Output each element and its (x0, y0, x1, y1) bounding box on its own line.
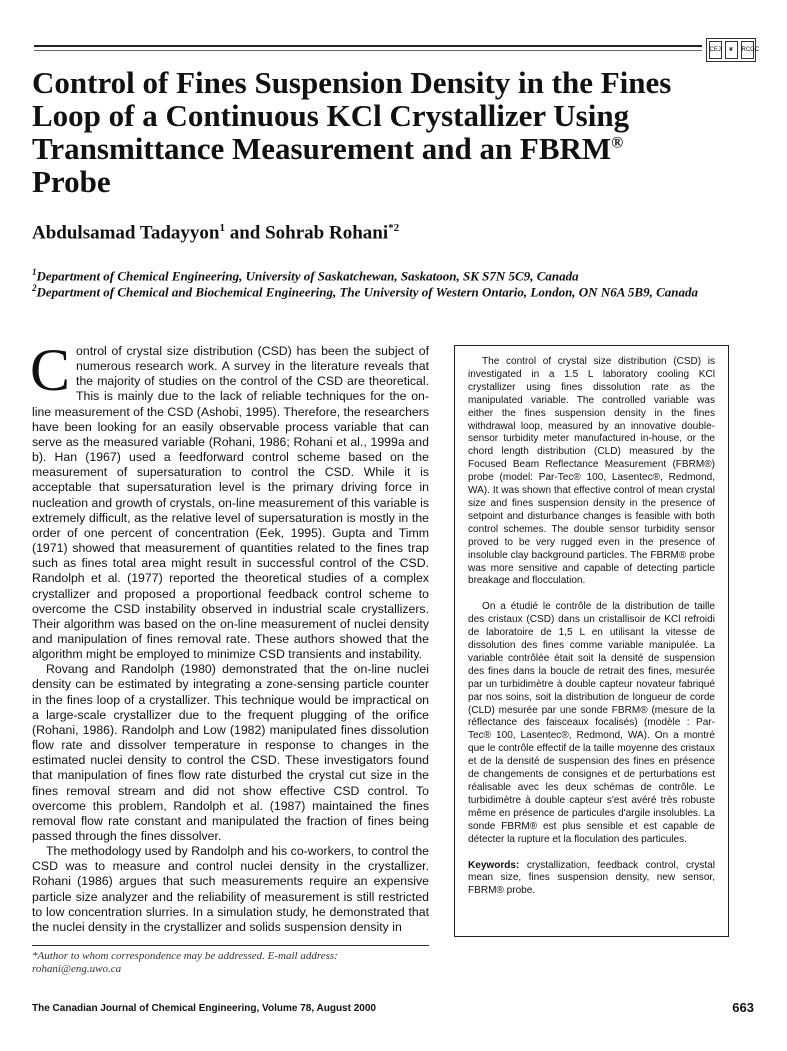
correspondence-footnote: *Author to whom correspondence may be addressed. E-mail address: rohani@eng.uwo.ca (32, 950, 338, 975)
abstract-french: On a étudié le contrôle de la distribution de taille des cristaux (CSD) dans un cristallisoir de KCl refroidi de laboratoire de 1,5 L en utilisant la vitesse de dissolution des fines comme variable manipulée. La variable contrôlée était soit la densité de suspension des fines dans la boucle de retrait des fines, mesurée par un turbidimètre à double capteur novateur fabriqué par nos soins, soit la distribution de longueur de corde (CLD) mesurée par une sonde FBRM® (mesure de la réflectance des faisceaux focalisés) (modèle : Par-Tec® 100, Lasentec®, Redmond, WA). On a montré que le contrôle effectif de la taille moyenne des cristaux et de la densité de suspension des fines en présence de changements de consignes et de perturbations est réalisable avec les deux schémas de contrôle. Le turbidimètre à double capteur s'est avéré très robuste même en présence de particules d'argile insolubles. La sonde FBRM® est plus sensible et est capable de détecter la rupture et la floculation des particules. (468, 601, 715, 845)
drop-cap: C (30, 337, 71, 403)
affiliation-1-sup: 1 (32, 267, 37, 277)
author-2-sup: *2 (388, 222, 400, 234)
logo-maple-leaf-icon: ❦ (725, 41, 738, 59)
affiliation-2-sup: 2 (32, 283, 37, 293)
author-1-sup: 1 (219, 222, 225, 234)
author-line (32, 222, 399, 244)
journal-footer: The Canadian Journal of Chemical Engineering, Volume 78, August 2000 (32, 1003, 376, 1014)
abstract-english: The control of crystal size distribution (CSD) is investigated in a 1.5 L laboratory cooling KCl crystallizer using fines dissolution rate as the manipulated variable. The controlled variable was either the fines suspension density in the fines withdrawal loop, measured by an innovative double-sensor turbidity meter manufactured in-house, or the chord length distribution (CLD) measured by the Focused Beam Reflectance Measurement (FBRM®) probe (model: Par-Tec® 100, Lasentec®, Redmond, WA). It was shown that effective control of mean crystal size and fines suspension density in the presence of setpoint and disturbance changes is feasible with both control schemes. The double sensor turbidity sensor proved to be very rugged even in the presence of insoluble clay background particles. The FBRM® probe was more sensitive and capable of detecting particle breakage and flocculation. (468, 356, 715, 587)
logo-left: CEJ (709, 41, 722, 59)
author-1: Abdulsamad Tadayyon (32, 222, 220, 244)
keywords-text: crystallization, feedback control, crystal mean size, fines suspension density, new sensor, FBRM® probe. (468, 859, 715, 897)
author-and: and (224, 222, 266, 244)
body-paragraph-3: The methodology used by Randolph and his co-workers, to control the CSD was to measure and control nuclei density in the crystallizer. Rohani (1986) argues that such measurements require an expensive particle size analyzer and the reliability of measurement is still restricted to low concentration slurries. In a simulation study, he demonstrated that the nuclei density in the crystallizer and solids suspension density in (32, 844, 429, 934)
affiliation-2-text: Department of Chemical and Biochemical Engineering, The University of Western Ontario, London, ON N6A 5B9, Canada (36, 284, 698, 300)
journal-logo (706, 38, 760, 62)
article-title-end: Probe (32, 164, 111, 199)
logo-right: RCGC (741, 41, 754, 59)
body-column (30, 337, 429, 935)
header-rule-thin (34, 50, 702, 51)
abstract-gap (468, 588, 715, 601)
body-paragraph-1 (30, 337, 429, 662)
author-2: Sohrab Rohani (265, 222, 389, 244)
affiliation-2 (32, 280, 752, 300)
body-paragraph-2: Rovang and Randolph (1980) demonstrated that the on-line nuclei density can be estimated by integrating a zone-sensing particle counter in the fines loop of a crystallizer. This technique would be impractical on a large-scale crystallizer due to the frequent plugging of the orifice (Rohani, 1986). Randolph and Low (1982) manipulated fines dissolution flow rate and dissolver temperature in response to changes in the estimated nuclei density to control the CSD. These investigators found that manipulation of fines flow rate disturbed the crystal cut size in the fines removal stream and did not show effective CSD control. To overcome this problem, Randolph et al. (1987) maintained the fines removal flow rate constant and manipulated the fraction of fines being passed through the fines dissolver. (32, 662, 429, 843)
keywords-label: Keywords: (468, 859, 520, 871)
header-rule (34, 45, 702, 47)
keywords (468, 860, 715, 899)
article-title-sup: ® (611, 134, 624, 152)
page-number: 663 (732, 1000, 754, 1015)
article-title (32, 66, 692, 198)
article-title-text: Control of Fines Suspension Density in the Fines Loop of a Continuous KCl Crystallizer Using Transmittance Measurement and an FBRM (32, 65, 672, 166)
abstract-gap-2 (468, 847, 715, 860)
affiliation-1-text: Department of Chemical Engineering, University of Saskatchewan, Saskatoon, SK S7N 5C9, Canada (36, 268, 579, 284)
abstract-box (454, 345, 729, 937)
body-paragraph-1-text: ontrol of crystal size distribution (CSD) has been the subject of numerous research work. A survey in the literature reveals that the majority of studies on the control of the CSD are theoretical. This is mainly due to the lack of reliable techniques for the on-line measurement of the CSD (Ashobi, 1995). Therefore, the researchers have been looking for an easily observable process variable that can serve as the measured variable (Rohani, 1986; Rohani et al., 1999a and b). Han (1967) used a feedforward control scheme based on the measurement of supersaturation to control the CSD. While it is acceptable that supersaturation level is the primary driving force in nucleation and growth of crystals, on-line measurement of this variable is extremely difficult, as the relative level of supersaturation is mostly in the order of one percent of concentration (Eek, 1995). Gupta and Timm (1971) showed that measurement of quantities related to the fines trap such as fines total area might result in successful control of the CSD. Randolph et al. (1977) reported the theoretical studies of a complex crystallizer and proposed a proportional feedback control scheme to overcome the CSD instability observed in industrial scale crystallizers. Their algorithm was based on the on-line measurement of nuclei density and manipulation of fines removal rate. These authors showed that the algorithm might be employed to minimize CSD transients and instability. (32, 344, 429, 662)
footnote-rule (32, 945, 429, 946)
